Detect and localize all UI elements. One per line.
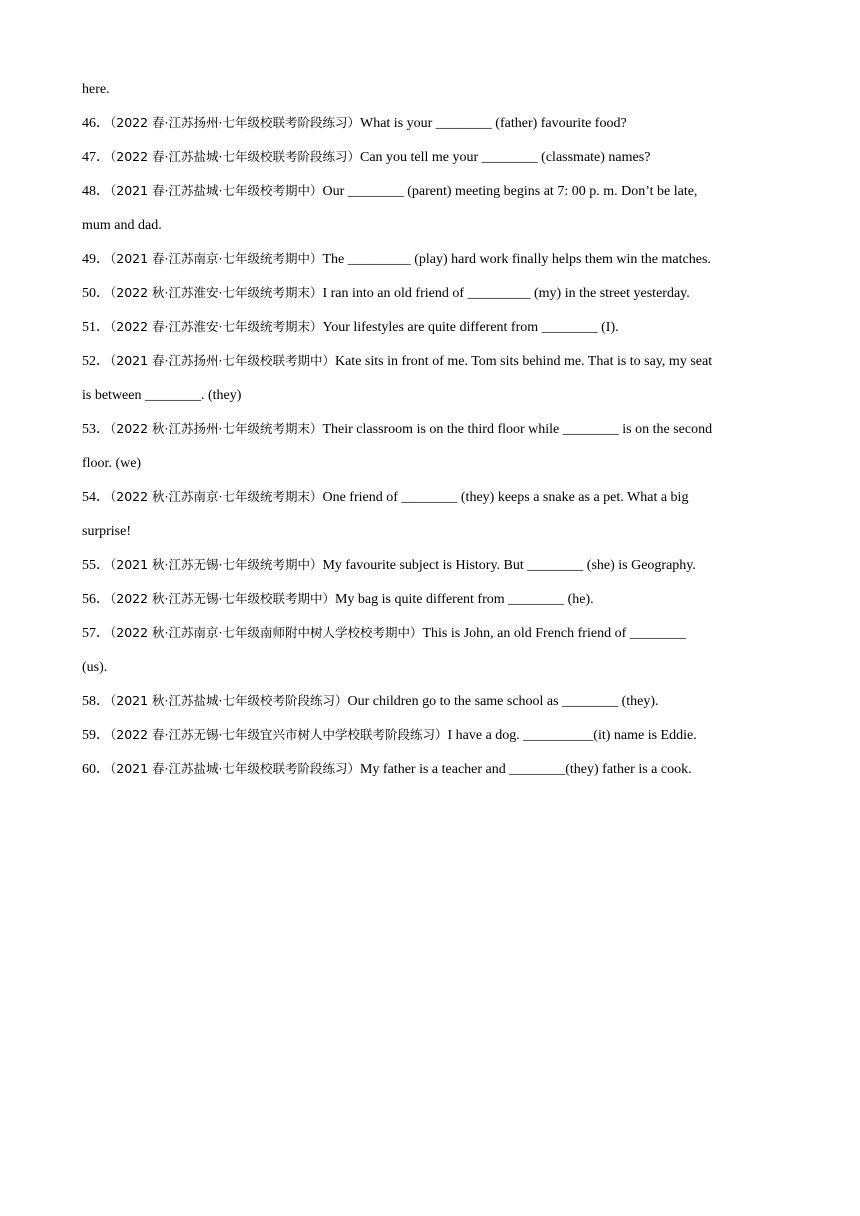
exercise-source: （2022 秋·江苏扬州·七年级统考期末） [110,421,323,436]
exercise-line [82,480,782,514]
exercise-line [82,310,782,344]
exercise-line [82,446,782,480]
exercise-text: surprise! [82,524,131,539]
exercise-source: （2022 秋·江苏无锡·七年级校联考期中） [110,591,335,606]
exercise-text: One friend of ________ (they) keeps a snake as a pet. What a big [322,490,689,505]
exercise-number: 57． [82,626,110,641]
exercise-line [82,242,782,276]
exercise-line [82,276,782,310]
exercise-number: 58． [82,694,110,709]
exercise-source: （2022 春·江苏扬州·七年级校联考阶段练习） [110,115,360,130]
exercise-source: （2022 春·江苏淮安·七年级统考期末） [110,319,323,334]
exercise-number: 59． [82,728,110,743]
exercise-text: here. [82,82,110,97]
exercise-text: My favourite subject is History. But ________ (she) is Geography. [322,558,696,573]
exercise-text: (us). [82,660,108,675]
exercise-line [82,208,782,242]
exercise-number: 48． [82,184,110,199]
exercise-text: Kate sits in front of me. Tom sits behind me. That is to say, my seat [334,354,713,369]
exercise-line [82,514,782,548]
exercise-text: My father is a teacher and ________(they) father is a cook. [359,762,692,777]
exercise-line [82,582,782,616]
exercise-source: （2022 春·江苏盐城·七年级校联考阶段练习） [110,149,360,164]
exercise-source: （2021 秋·江苏无锡·七年级统考期中） [110,557,323,572]
exercise-number: 46． [82,116,110,131]
exercise-list [82,72,782,786]
exercise-text: I have a dog. __________(it) name is Eddie. [447,728,697,743]
exercise-source: （2022 秋·江苏南京·七年级南师附中树人学校校考期中） [110,625,423,640]
exercise-text: I ran into an old friend of _________ (my) in the street yesterday. [322,286,690,301]
exercise-line [82,378,782,412]
exercise-source: （2021 秋·江苏盐城·七年级校考阶段练习） [110,693,348,708]
exercise-text: floor. (we) [82,456,142,471]
exercise-number: 53． [82,422,110,437]
exercise-source: （2021 春·江苏扬州·七年级校联考期中） [110,353,335,368]
exercise-source: （2022 秋·江苏南京·七年级统考期末） [110,489,323,504]
exercise-line [82,548,782,582]
exercise-line [82,752,782,786]
exercise-line [82,616,782,650]
exercise-line [82,650,782,684]
exercise-source: （2022 春·江苏无锡·七年级宜兴市树人中学校联考阶段练习） [110,727,448,742]
exercise-source: （2022 秋·江苏淮安·七年级统考期末） [110,285,323,300]
exercise-text: Can you tell me your ________ (classmate) names? [359,150,651,165]
exercise-text: Our ________ (parent) meeting begins at 7: 00 p. m. Don’t be late, [322,184,698,199]
exercise-line [82,140,782,174]
exercise-number: 51． [82,320,110,335]
exercise-line [82,344,782,378]
exercise-text: Your lifestyles are quite different from ________ (I). [322,320,619,335]
exercise-number: 47． [82,150,110,165]
exercise-text: is between ________. (they) [82,388,242,403]
exercise-line [82,684,782,718]
exercise-text: Their classroom is on the third floor while ________ is on the second [322,422,713,437]
exercise-line [82,72,782,106]
exercise-text: What is your ________ (father) favourite food? [359,116,627,131]
exercise-source: （2021 春·江苏盐城·七年级校考期中） [110,183,323,198]
exercise-line [82,174,782,208]
exercise-number: 52． [82,354,110,369]
exercise-number: 60． [82,762,110,777]
exercise-text: mum and dad. [82,218,162,233]
exercise-number: 56． [82,592,110,607]
exercise-text: Our children go to the same school as ________ (they). [347,694,659,709]
exercise-number: 55． [82,558,110,573]
exercise-number: 54． [82,490,110,505]
exercise-line [82,412,782,446]
exercise-number: 49． [82,252,110,267]
exercise-line [82,718,782,752]
exercise-text: My bag is quite different from ________ (he). [334,592,594,607]
exercise-source: （2021 春·江苏盐城·七年级校联考阶段练习） [110,761,360,776]
exercise-line [82,106,782,140]
exercise-text: The _________ (play) hard work finally helps them win the matches. [322,252,711,267]
exercise-text: This is John, an old French friend of ________ [422,626,686,641]
exercise-source: （2021 春·江苏南京·七年级统考期中） [110,251,323,266]
exercise-number: 50． [82,286,110,301]
